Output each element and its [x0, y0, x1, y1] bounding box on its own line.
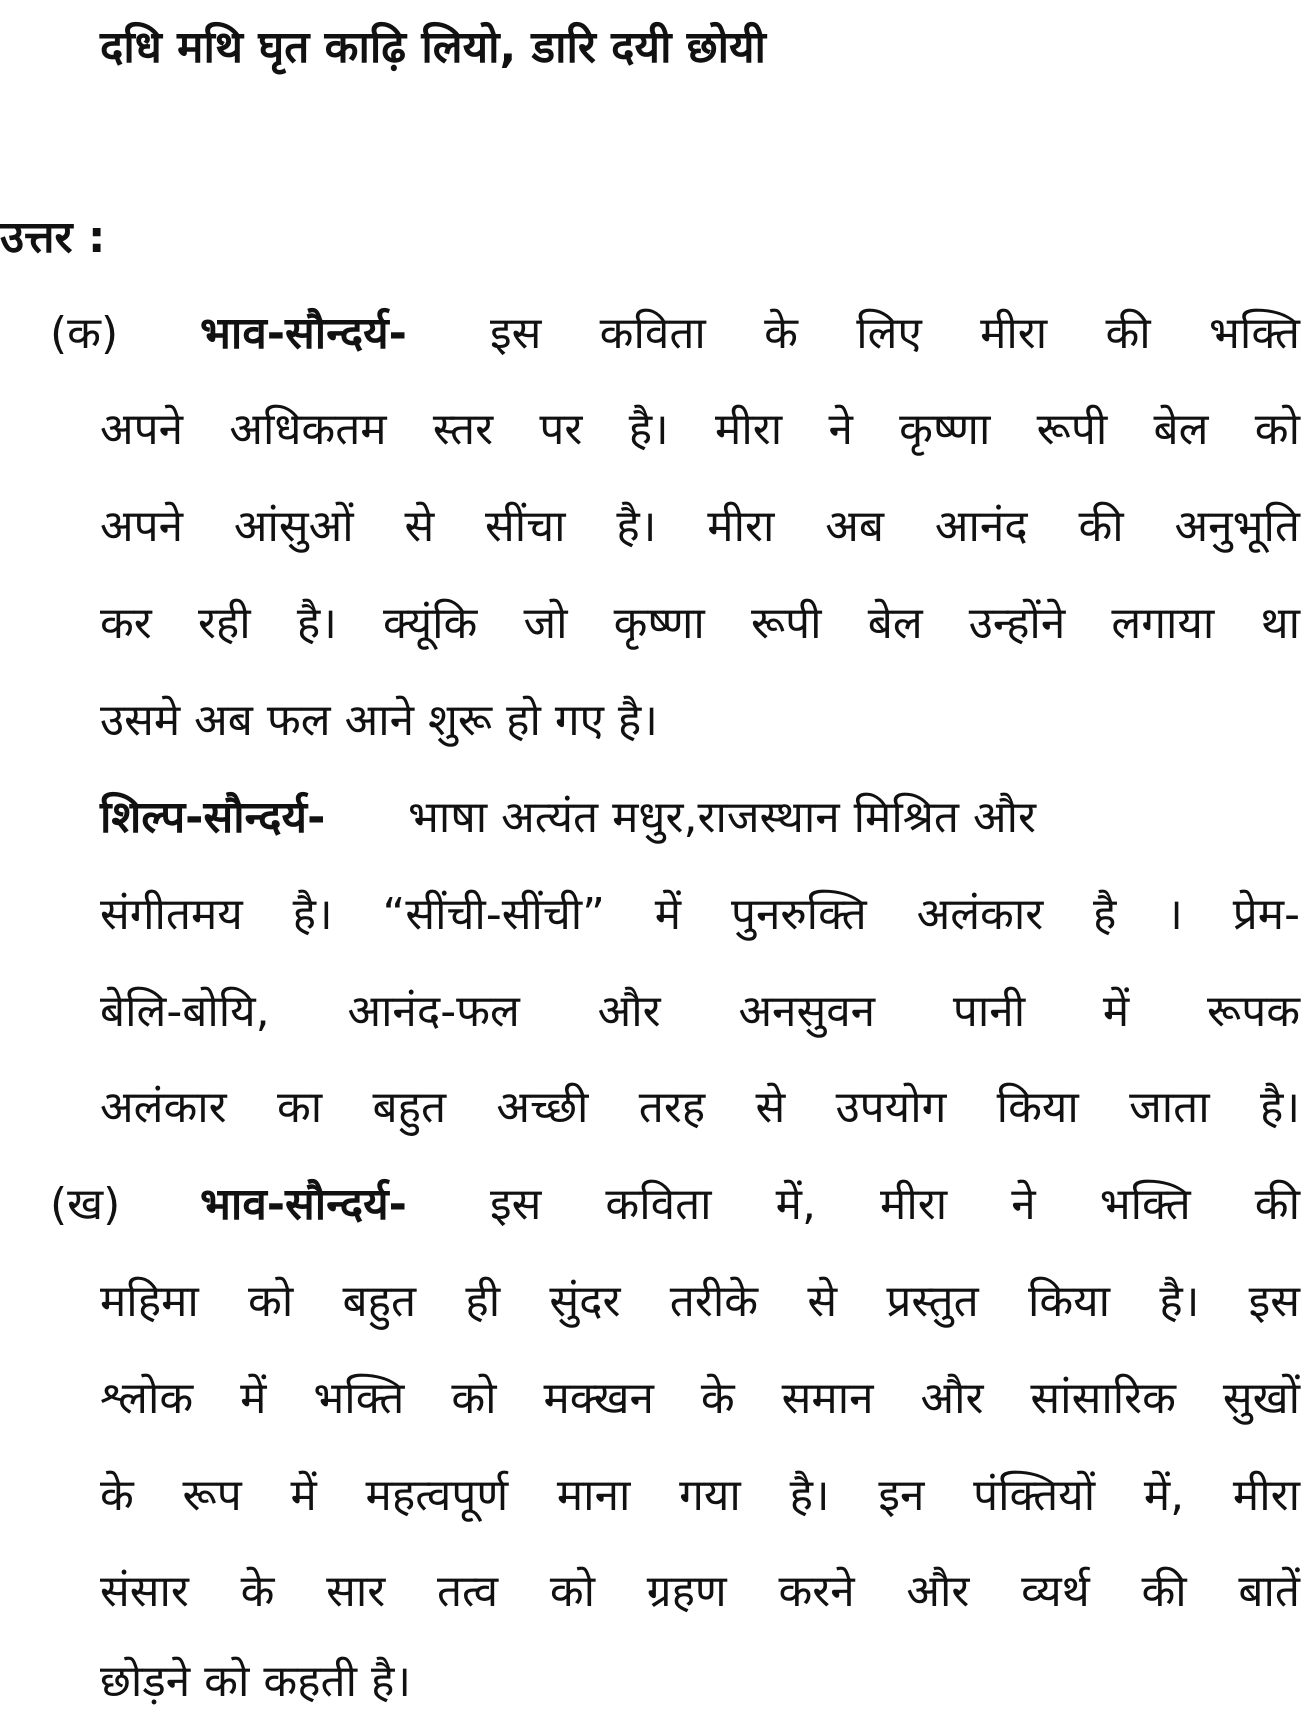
bhav-line: महिमा को बहुत ही सुंदर तरीके से प्रस्तुत किया है। इस — [100, 1276, 1300, 1327]
shilp-line: बेलि-बोयि, आनंद-फल और अनसुवन पानी में रूपक — [100, 986, 1300, 1037]
bhav-line: इस कविता के लिए मीरा की भक्ति — [490, 308, 1300, 359]
bhav-line: के रूप में महत्वपूर्ण माना गया है। इन पंक्तियों में, मीरा — [100, 1470, 1300, 1521]
bhav-line: कर रही है। क्यूंकि जो कृष्णा रूपी बेल उन्होंने लगाया था — [100, 598, 1300, 649]
bhav-line: संसार के सार तत्व को ग्रहण करने और व्यर्थ की बातें — [100, 1566, 1300, 1617]
shilp-line: संगीतमय है। “सींची-सींची” में पुनरुक्ति अलंकार है । प्रेम- — [100, 889, 1300, 940]
answer-marker-kha: (ख) — [50, 1179, 121, 1230]
answer-marker-ka: (क) — [50, 308, 119, 359]
bhav-line: छोड़ने को कहती है। — [100, 1656, 412, 1707]
verse-line: दधि मथि घृत काढ़ि लियो, डारि दयी छोयी — [100, 22, 766, 73]
answer-label: उत्तर : — [0, 212, 106, 263]
bhav-heading-ka: भाव-सौन्दर्य- — [200, 308, 407, 359]
shilp-line: अलंकार का बहुत अच्छी तरह से उपयोग किया जाता है। — [100, 1082, 1300, 1133]
bhav-line: अपने आंसुओं से सींचा है। मीरा अब आनंद की अनुभूति — [100, 501, 1300, 552]
bhav-line: इस कविता में, मीरा ने भक्ति की — [490, 1179, 1300, 1230]
bhav-heading-kha: भाव-सौन्दर्य- — [200, 1179, 407, 1230]
bhav-line: उसमे अब फल आने शुरू हो गए है। — [100, 695, 658, 746]
bhav-line: श्लोक में भक्ति को मक्खन के समान और सांसारिक सुखों — [100, 1373, 1300, 1424]
shilp-line: भाषा अत्यंत मधुर,राजस्थान मिश्रित और — [408, 792, 1036, 843]
shilp-heading-ka: शिल्प-सौन्दर्य- — [100, 792, 326, 843]
bhav-line: अपने अधिकतम स्तर पर है। मीरा ने कृष्णा रूपी बेल को — [100, 404, 1300, 455]
